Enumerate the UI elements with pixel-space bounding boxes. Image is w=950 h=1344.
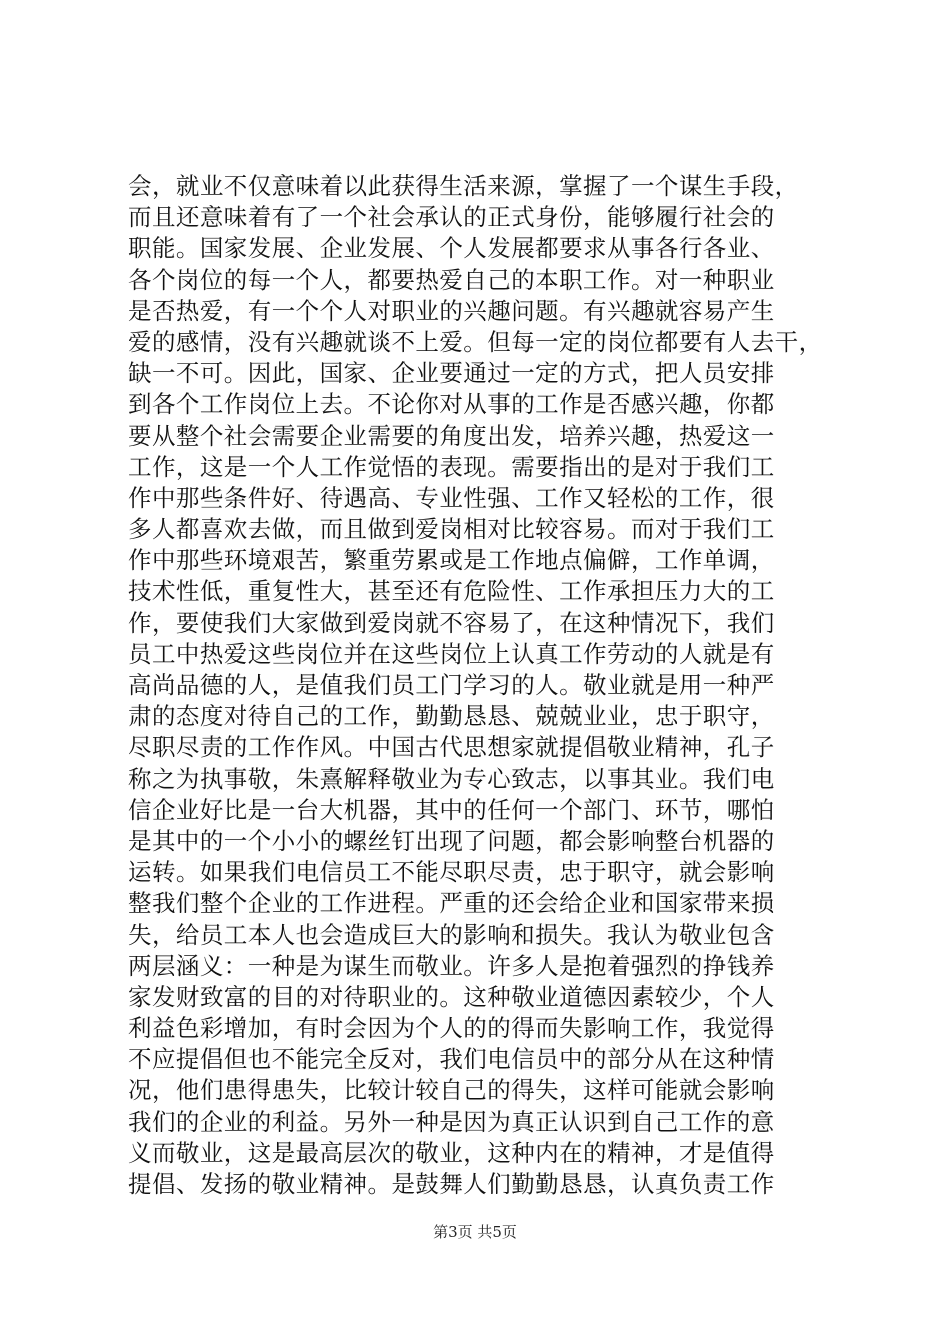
text-line: 我们的企业的利益。另外一种是因为真正认识到自己工作的意: [128, 1107, 775, 1136]
text-line: 缺一不可。因此，国家、企业要通过一定的方式，把人员安排: [128, 359, 775, 388]
text-line: 高尚品德的人，是值我们员工门学习的人。敬业就是用一种严: [128, 671, 775, 699]
text-line: 两层涵义：一种是为谋生而敬业。许多人是抱着强烈的挣钱养: [128, 951, 775, 980]
text-line: 义而敬业，这是最高层次的敬业，这种内在的精神，才是值得: [128, 1138, 775, 1167]
text-line: 不应提倡但也不能完全反对，我们电信员中的部分从在这种情: [128, 1045, 775, 1074]
text-line: 信企业好比是一台大机器，其中的任何一个部门、环节，哪怕: [128, 795, 775, 824]
text-line: 到各个工作岗位上去。不论你对从事的工作是否感兴趣，你都: [128, 390, 775, 419]
text-line: 工作，这是一个人工作觉悟的表现。需要指出的是对于我们工: [128, 452, 775, 481]
text-line: 肃的态度对待自己的工作，勤勤恳恳、兢兢业业，忠于职守，: [128, 702, 775, 731]
text-line: 是其中的一个小小的螺丝钉出现了问题，都会影响整台机器的: [128, 826, 775, 855]
text-line: 运转。如果我们电信员工不能尽职尽责，忠于职守，就会影响: [128, 858, 775, 887]
text-line: 失，给员工本人也会造成巨大的影响和损失。我认为敬业包含: [128, 920, 775, 949]
text-line: 员工中热爱这些岗位并在这些岗位上认真工作劳动的人就是有: [128, 639, 775, 668]
text-line: 职能。国家发展、企业发展、个人发展都要求从事各行各业、: [128, 234, 775, 263]
text-line: 各个岗位的每一个人，都要热爱自己的本职工作。对一种职业: [128, 265, 775, 294]
text-line: 作中那些条件好、待遇高、专业性强、工作又轻松的工作，很: [128, 483, 775, 512]
text-line: 技术性低，重复性大，甚至还有危险性、工作承担压力大的工: [128, 577, 775, 606]
text-line: 称之为执事敬，朱熹解释敬业为专心致志，以事其业。我们电: [128, 764, 775, 793]
body-text: [128, 171, 848, 1200]
text-line: 会，就业不仅意味着以此获得生活来源，掌握了一个谋生手段，: [128, 172, 799, 200]
text-line: 多人都喜欢去做，而且做到爱岗相对比较容易。而对于我们工: [128, 515, 775, 544]
text-line: 要从整个社会需要企业需要的角度出发，培养兴趣，热爱这一: [128, 421, 775, 450]
text-line: 整我们整个企业的工作进程。严重的还会给企业和国家带来损: [128, 889, 775, 918]
text-line: 作中那些环境艰苦，繁重劳累或是工作地点偏僻，工作单调，: [128, 546, 775, 575]
text-line: 提倡、发扬的敬业精神。是鼓舞人们勤勤恳恳，认真负责工作: [128, 1170, 775, 1198]
text-line: 而且还意味着有了一个社会承认的正式身份，能够履行社会的: [128, 203, 775, 232]
text-line: 况，他们患得患失，比较计较自己的得失，这样可能就会影响: [128, 1076, 775, 1105]
text-line: 作，要使我们大家做到爱岗就不容易了，在这种情况下，我们: [128, 608, 775, 637]
text-line: 家发财致富的目的对待职业的。这种敬业道德因素较少，个人: [128, 982, 775, 1011]
text-line: 爱的感情，没有兴趣就谈不上爱。但每一定的岗位都要有人去干，: [128, 327, 823, 356]
page-footer: 第3页 共5页: [433, 1223, 517, 1241]
text-line: 尽职尽责的工作作风。中国古代思想家就提倡敬业精神，孔子: [128, 733, 775, 762]
text-line: 利益色彩增加，有时会因为个人的的得而失影响工作，我觉得: [128, 1014, 775, 1043]
text-line: 是否热爱，有一个个人对职业的兴趣问题。有兴趣就容易产生: [128, 296, 775, 325]
